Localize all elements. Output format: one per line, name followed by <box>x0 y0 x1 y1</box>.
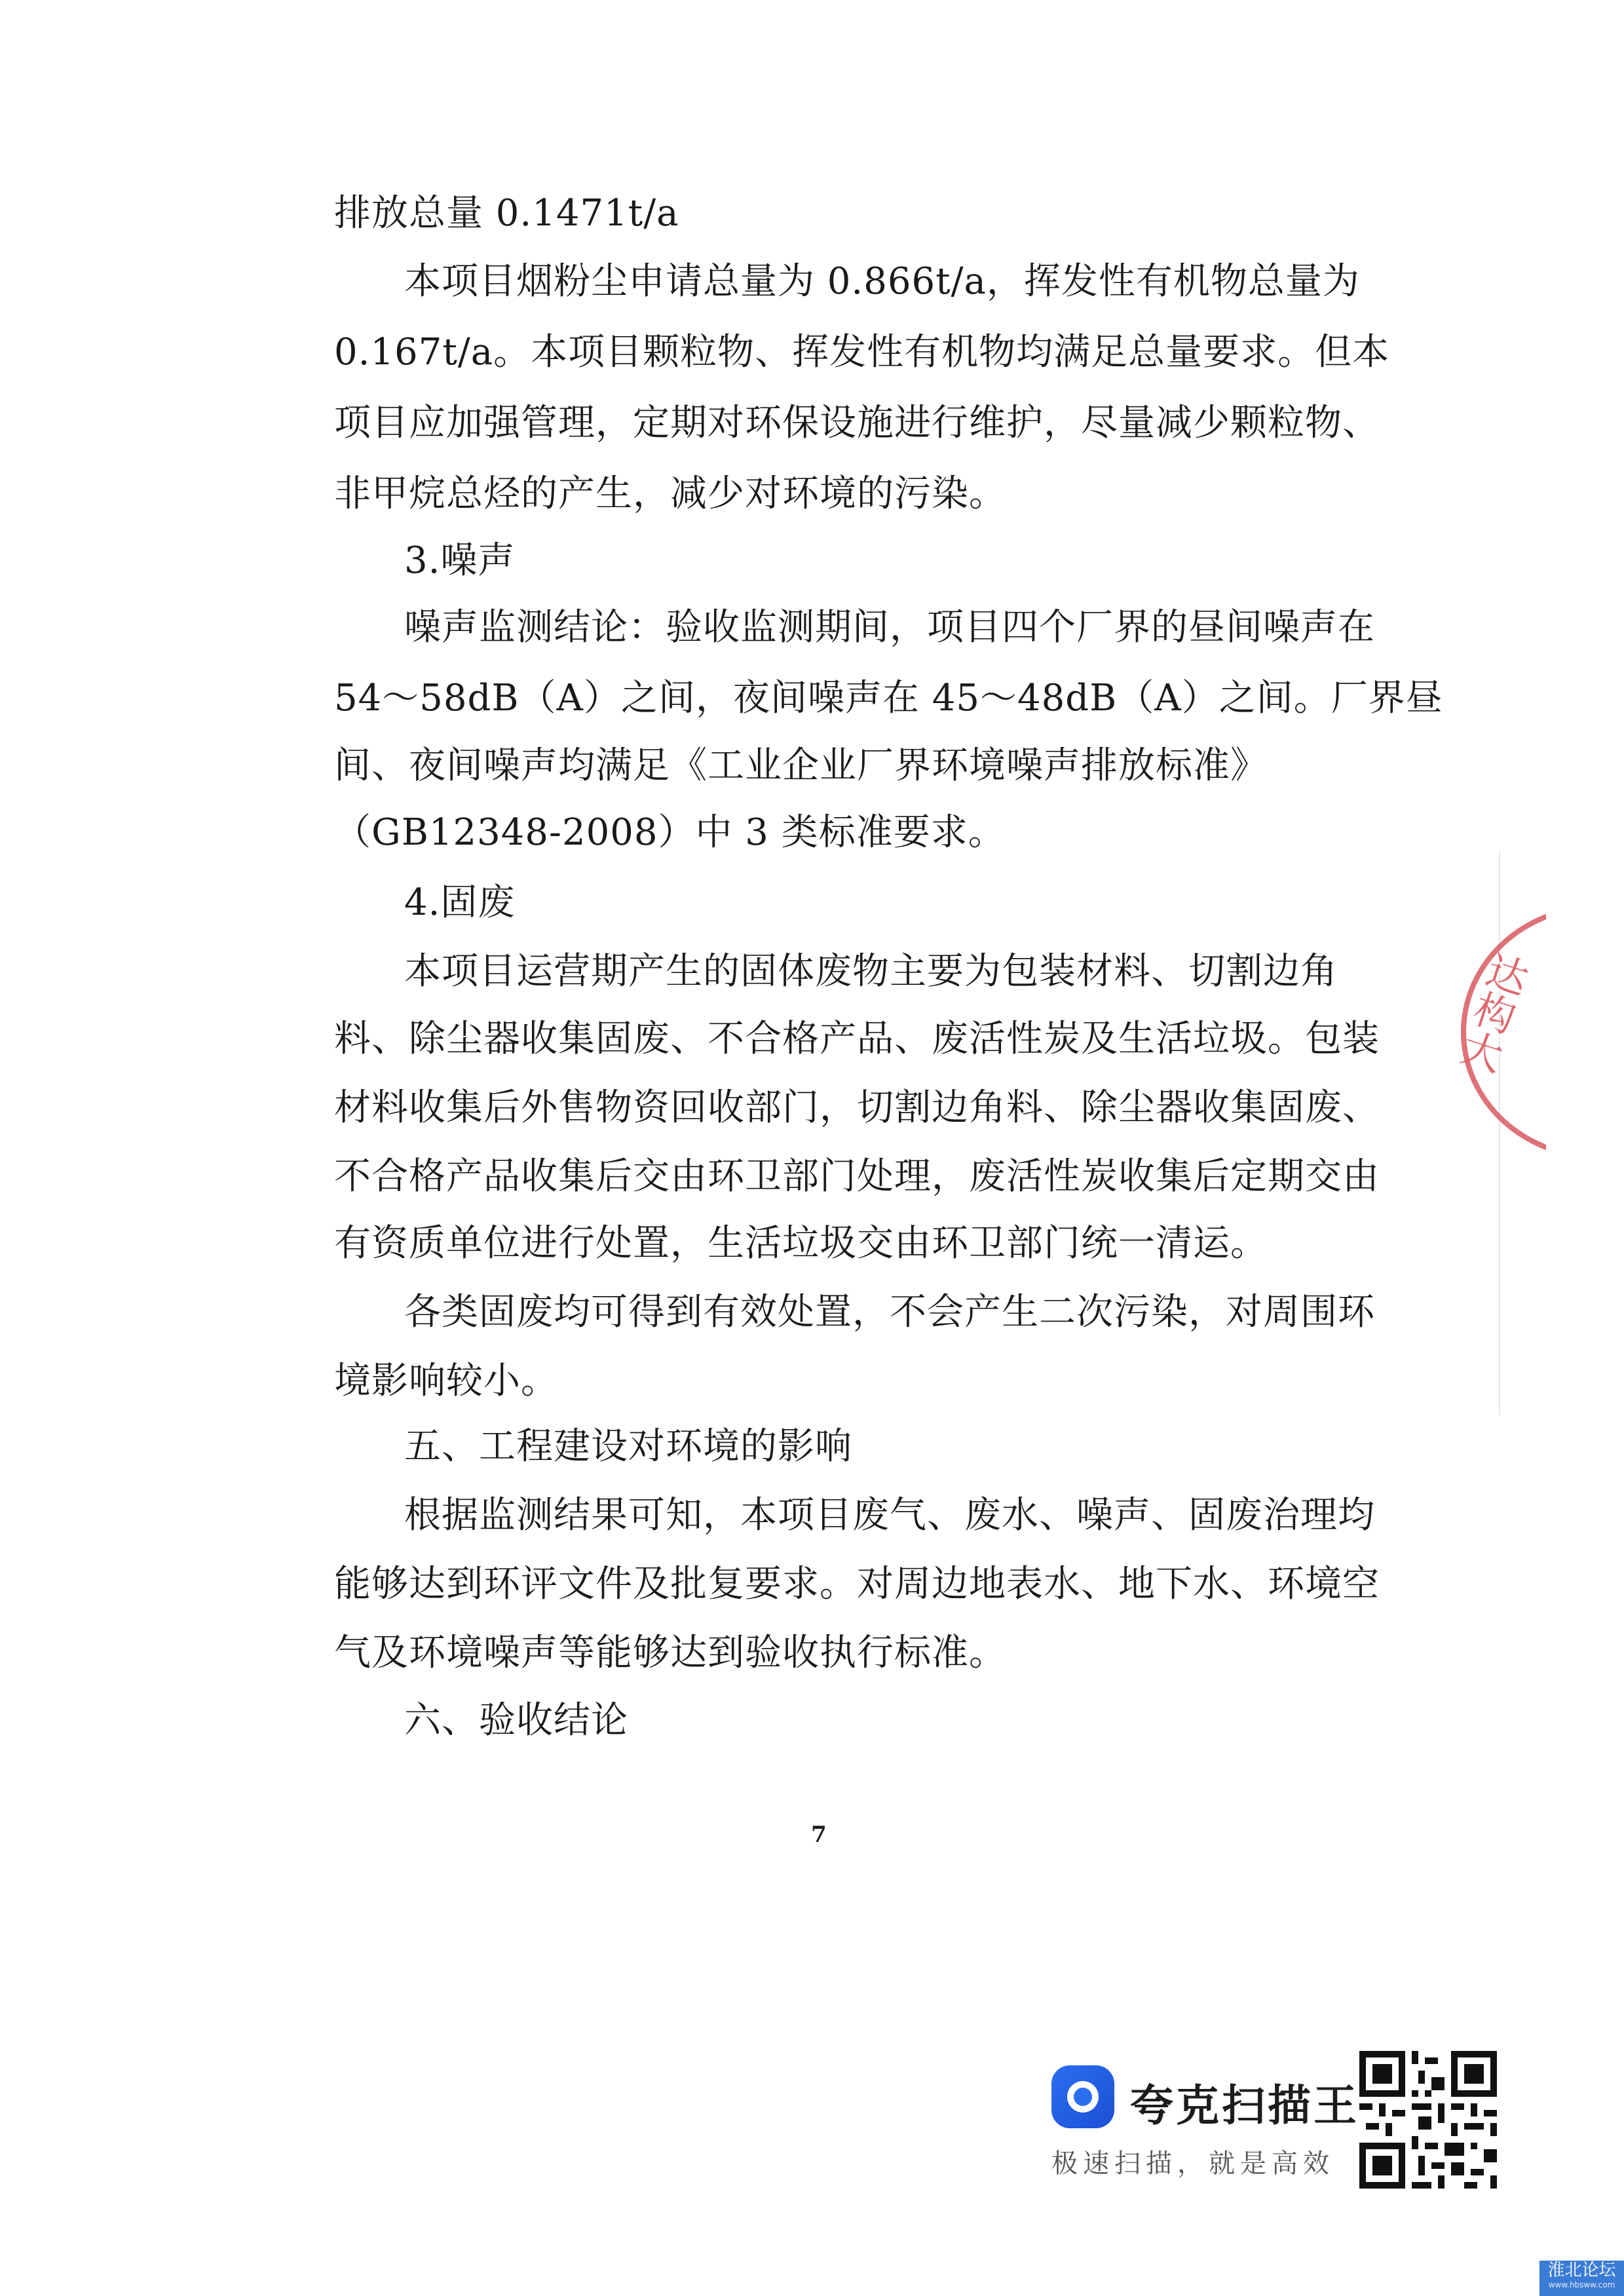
text-line: 境影响较小。 <box>334 1360 558 1402</box>
text-line: 能够达到环评文件及批复要求。对周边地表水、地下水、环境空 <box>334 1563 1380 1605</box>
text-line: （GB12348-2008）中 3 类标准要求。 <box>334 811 1006 854</box>
watermark-subtitle: 极速扫描，就是高效 <box>1051 2149 1334 2179</box>
quark-logo-icon <box>1051 2065 1114 2128</box>
text-line: 54～58dB（A）之间，夜间噪声在 45～48dB（A）之间。厂界昼 <box>334 677 1443 719</box>
text-line: 间、夜间噪声均满足《工业企业厂界环境噪声排放标准》 <box>334 744 1268 787</box>
section-heading: 五、工程建设对环境的影响 <box>404 1425 852 1468</box>
text-line: 不合格产品收集后交由环卫部门处理，废活性炭收集后定期交由 <box>334 1155 1380 1198</box>
text-line: 项目应加强管理，定期对环保设施进行维护，尽量减少颗粒物、 <box>334 402 1380 444</box>
text-line: 料、除尘器收集固废、不合格产品、废活性炭及生活垃圾。包装 <box>334 1018 1380 1060</box>
qr-code-icon <box>1359 2051 1497 2189</box>
watermark-title: 夸克扫描王 <box>1130 2080 1359 2131</box>
text-line: 本项目运营期产生的固体废物主要为包装材料、切割边角 <box>404 950 1338 993</box>
text-line: 噪声监测结论：验收监测期间，项目四个厂界的昼间噪声在 <box>404 606 1375 649</box>
section-heading: 3.噪声 <box>404 539 516 582</box>
text-line: 材料收集后外售物资回收部门，切割边角料、除尘器收集固废、 <box>334 1086 1380 1129</box>
text-line: 各类固废均可得到有效处置，不会产生二次污染，对周围环 <box>404 1291 1375 1333</box>
text-line: 有资质单位进行处置，生活垃圾交由环卫部门统一清运。 <box>334 1222 1268 1265</box>
section-heading: 六、验收结论 <box>404 1699 628 1742</box>
text-line: 非甲烷总烃的产生，减少对环境的污染。 <box>334 472 1006 515</box>
forum-badge-url: www.hbsww.com <box>1548 2280 1615 2289</box>
seal-text: 达构大 <box>1450 946 1534 1077</box>
forum-badge-text: 淮北论坛 <box>1547 2261 1616 2280</box>
text-line: 排放总量 0.1471t/a <box>334 192 679 235</box>
text-line: 0.167t/a。本项目颗粒物、挥发性有机物均满足总量要求。但本 <box>334 331 1390 373</box>
forum-corner-badge <box>1539 2261 1624 2296</box>
text-line: 本项目烟粉尘申请总量为 0.866t/a，挥发性有机物总量为 <box>404 260 1360 303</box>
text-line: 根据监测结果可知，本项目废气、废水、噪声、固废治理均 <box>404 1494 1375 1537</box>
section-heading: 4.固废 <box>404 881 516 924</box>
official-seal-stamp <box>1441 904 1546 1160</box>
page-number: 7 <box>811 1822 827 1848</box>
text-line: 气及环境噪声等能够达到验收执行标准。 <box>334 1632 1006 1674</box>
